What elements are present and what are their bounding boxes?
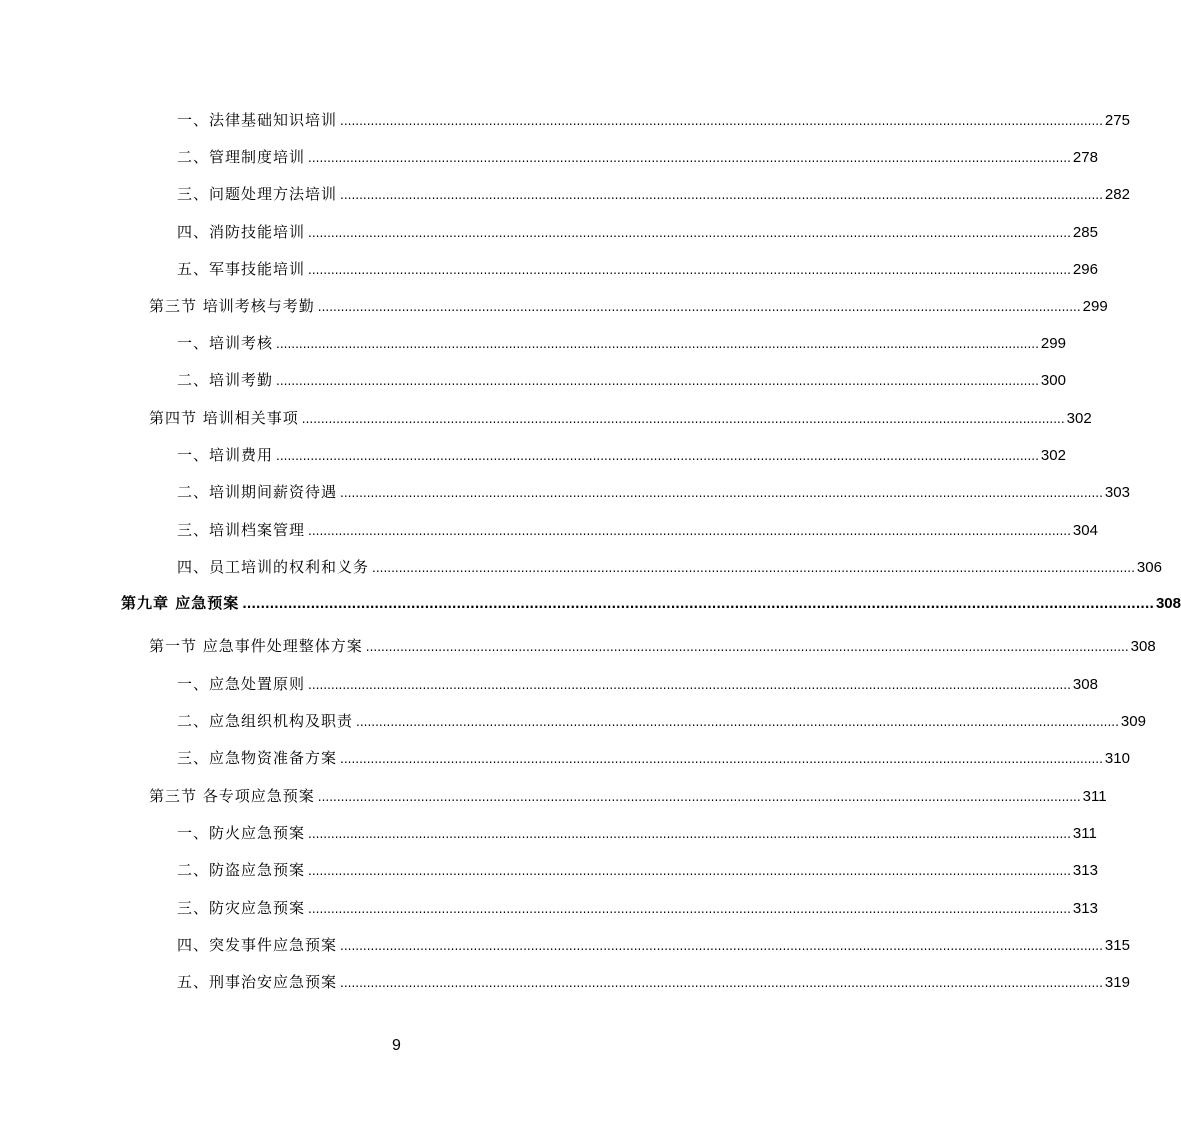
toc-entry-page: 311 [1072,825,1097,842]
toc-entry-page: 309 [1120,713,1146,730]
toc-entry-page: 319 [1104,974,1130,991]
toc-entry-page: 308 [1072,676,1098,693]
toc-entry-label: 第四节 培训相关事项 [149,409,299,427]
dot-leader: ........................................................................................................................................................................................................ [308,864,1071,878]
toc-entry-page: 282 [1104,186,1130,203]
toc-entry-page: 310 [1104,750,1130,767]
dot-leader: ........................................................................................................................................................................................................ [356,715,1119,729]
page-number: 9 [392,1037,401,1054]
toc-entry-label: 四、员工培训的权利和义务 [177,558,370,576]
toc-entry-page: 311 [1082,788,1107,805]
toc-entry[interactable] [149,636,1156,656]
dot-leader: ........................................................................................................................................................................................................ [317,300,1081,314]
toc-entry[interactable] [177,445,1066,465]
toc-entry[interactable] [177,520,1098,540]
dot-leader: ........................................................................................................................................................................................................ [276,449,1039,463]
toc-entry[interactable] [177,860,1098,880]
toc-entry-label: 一、防火应急预案 [177,824,306,842]
dot-leader: ........................................................................................................................................................................................................ [308,263,1071,277]
toc-entry-page: 304 [1072,522,1098,539]
dot-leader: ........................................................................................................................................................................................................ [340,188,1103,202]
dot-leader: ........................................................................................................................................................................................................ [242,597,1154,611]
toc-entry[interactable] [177,110,1130,130]
toc-entry[interactable] [177,259,1098,279]
toc-entry[interactable] [177,222,1098,242]
toc-entry[interactable] [177,711,1146,731]
toc-entry-page: 275 [1104,112,1130,129]
toc-entry-label: 三、应急物资准备方案 [177,749,338,767]
toc-entry-label: 二、培训期间薪资待遇 [177,483,338,501]
dot-leader: ........................................................................................................................................................................................................ [340,114,1103,128]
toc-entry-page: 315 [1104,937,1130,954]
dot-leader: ........................................................................................................................................................................................................ [308,678,1071,692]
toc-entry[interactable] [177,557,1162,577]
dot-leader: ........................................................................................................................................................................................................ [317,790,1081,804]
toc-entry[interactable] [177,482,1130,502]
toc-entry-page: 303 [1104,484,1130,501]
toc-entry-page: 313 [1072,862,1098,879]
toc-entry-label: 一、法律基础知识培训 [177,111,338,129]
toc-entry[interactable] [149,786,1107,806]
toc-entry[interactable] [177,823,1097,843]
toc-entry[interactable] [177,333,1066,353]
dot-leader: ........................................................................................................................................................................................................ [372,561,1135,575]
dot-leader: ........................................................................................................................................................................................................ [308,151,1071,165]
toc-entry[interactable] [177,370,1066,390]
dot-leader: ........................................................................................................................................................................................................ [276,374,1039,388]
toc-entry-page: 296 [1072,261,1098,278]
toc-entry-page: 299 [1082,298,1108,315]
dot-leader: ........................................................................................................................................................................................................ [308,524,1071,538]
dot-leader: ........................................................................................................................................................................................................ [276,337,1039,351]
toc-entry[interactable] [177,674,1098,694]
toc-entry[interactable] [121,593,1181,613]
toc-entry[interactable] [177,935,1130,955]
toc-entry-page: 306 [1136,559,1162,576]
dot-leader: ........................................................................................................................................................................................................ [308,226,1071,240]
toc-entry-label: 第三节 培训考核与考勤 [149,297,315,315]
toc-entry-label: 三、问题处理方法培训 [177,185,338,203]
toc-entry-label: 二、应急组织机构及职责 [177,712,354,730]
toc-entry-page: 308 [1130,638,1156,655]
toc-entry-label: 二、管理制度培训 [177,148,306,166]
dot-leader: ........................................................................................................................................................................................................ [340,939,1103,953]
toc-entry[interactable] [149,296,1108,316]
toc-entry[interactable] [149,408,1092,428]
toc-entry-label: 三、防灾应急预案 [177,899,306,917]
toc-entry-label: 五、刑事治安应急预案 [177,973,338,991]
toc-entry-label: 二、培训考勤 [177,371,274,389]
toc-entry-label: 五、军事技能培训 [177,260,306,278]
toc-entry-label: 四、消防技能培训 [177,223,306,241]
dot-leader: ........................................................................................................................................................................................................ [308,827,1071,841]
dot-leader: ........................................................................................................................................................................................................ [308,902,1071,916]
toc-entry-label: 第一节 应急事件处理整体方案 [149,637,363,655]
toc-entry-page: 285 [1072,224,1098,241]
dot-leader: ........................................................................................................................................................................................................ [340,752,1103,766]
toc-entry-label: 四、突发事件应急预案 [177,936,338,954]
toc-entry[interactable] [177,184,1130,204]
toc-entry-page: 302 [1040,447,1066,464]
toc-entry-label: 第三节 各专项应急预案 [149,787,315,805]
toc-entry[interactable] [177,147,1098,167]
toc-entry-label: 第九章 应急预案 [121,594,240,612]
toc-entry[interactable] [177,972,1130,992]
dot-leader: ........................................................................................................................................................................................................ [340,486,1103,500]
toc-entry-page: 299 [1040,335,1066,352]
toc-entry-page: 300 [1040,372,1066,389]
dot-leader: ........................................................................................................................................................................................................ [340,976,1103,990]
toc-entry-label: 一、培训费用 [177,446,274,464]
toc-entry-label: 三、培训档案管理 [177,521,306,539]
toc-entry-page: 313 [1072,900,1098,917]
toc-entry-label: 一、应急处置原则 [177,675,306,693]
toc-entry[interactable] [177,898,1098,918]
dot-leader: ........................................................................................................................................................................................................ [365,640,1129,654]
toc-entry-page: 302 [1066,410,1092,427]
toc-entry-label: 一、培训考核 [177,334,274,352]
toc-entry-page: 278 [1072,149,1098,166]
toc-entry-page: 308 [1155,595,1181,612]
toc-entry[interactable] [177,748,1130,768]
toc-entry-label: 二、防盗应急预案 [177,861,306,879]
dot-leader: ........................................................................................................................................................................................................ [301,412,1065,426]
